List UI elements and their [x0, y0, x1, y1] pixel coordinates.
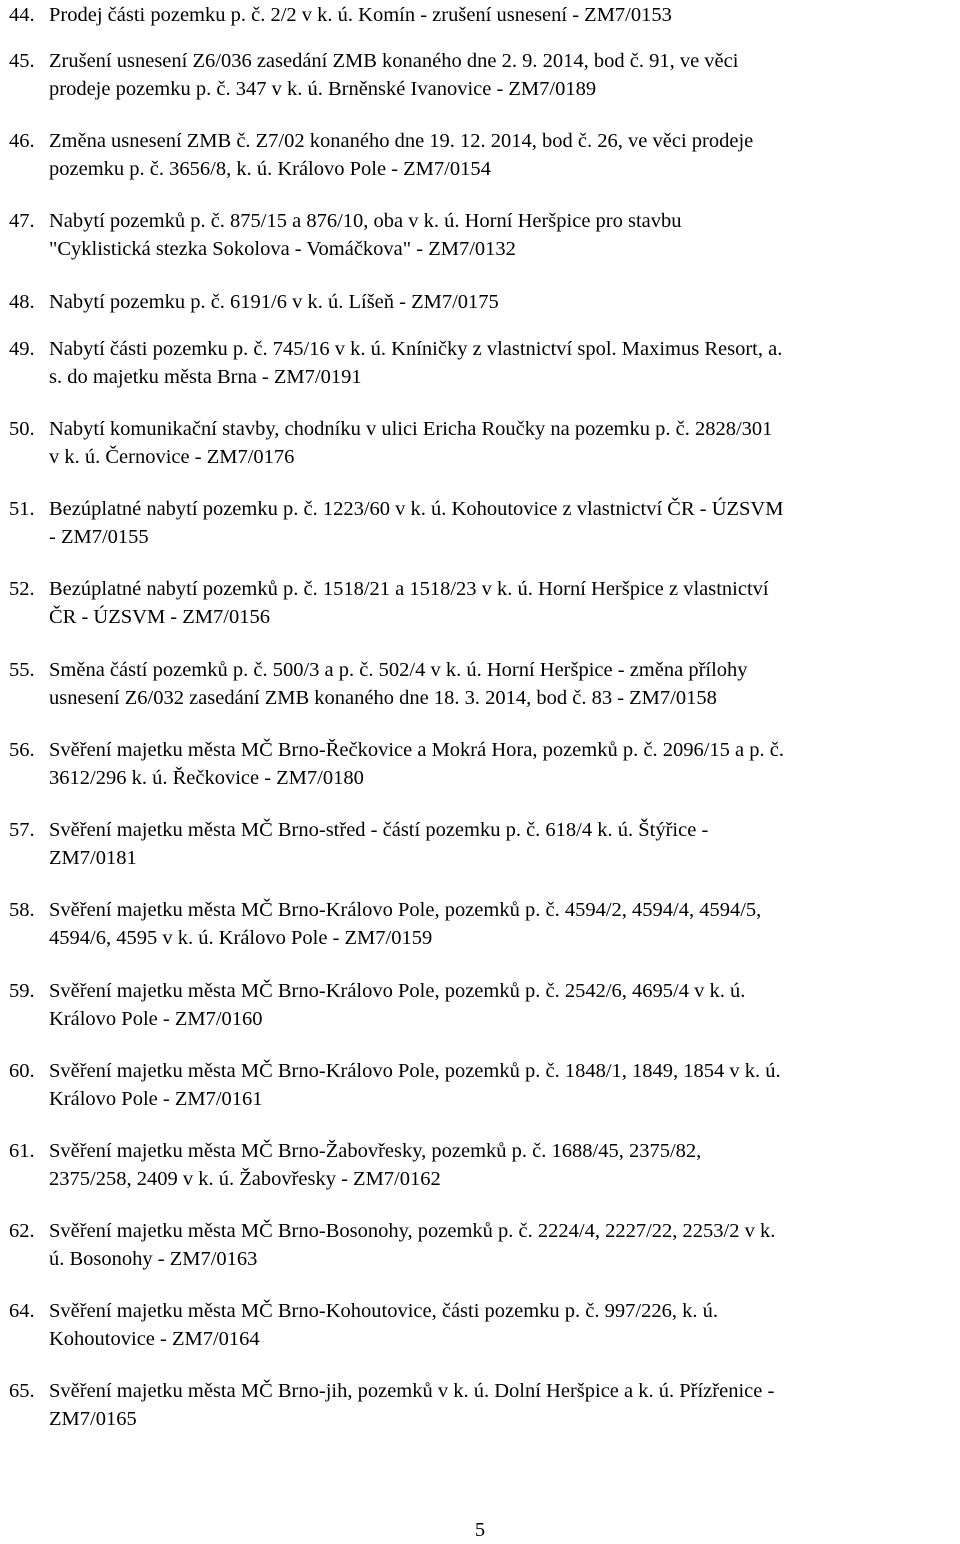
item-text-line: "Cyklistická stezka Sokolova - Vomáčkova" - ZM7/0132: [49, 238, 516, 260]
item-text-line: ZM7/0181: [49, 847, 137, 869]
item-text-line: prodeje pozemku p. č. 347 v k. ú. Brněnské Ivanovice - ZM7/0189: [49, 78, 597, 100]
item-text-line: - ZM7/0155: [49, 526, 149, 548]
agenda-item: [9, 1, 954, 29]
item-text-line: Zrušení usnesení Z6/036 zasedání ZMB konaného dne 2. 9. 2014, bod č. 91, ve věci: [49, 50, 739, 72]
item-text-line: s. do majetku města Brna - ZM7/0191: [49, 366, 362, 388]
agenda-item: [9, 288, 954, 316]
agenda-item: [9, 207, 954, 263]
agenda-item: [9, 1137, 954, 1193]
item-number: 50.: [9, 418, 35, 440]
item-text-line: Královo Pole - ZM7/0160: [49, 1008, 263, 1030]
item-text-line: 3612/296 k. ú. Řečkovice - ZM7/0180: [49, 767, 364, 789]
item-number: 44.: [9, 4, 35, 26]
item-text-line: v k. ú. Černovice - ZM7/0176: [49, 446, 295, 468]
item-text-line: Svěření majetku města MČ Brno-Řečkovice a Mokrá Hora, pozemků p. č. 2096/15 a p. č.: [49, 739, 784, 761]
agenda-item: [9, 896, 954, 952]
item-text-line: Svěření majetku města MČ Brno-Královo Pole, pozemků p. č. 4594/2, 4594/4, 4594/5,: [49, 899, 762, 921]
item-number: 64.: [9, 1300, 35, 1322]
agenda-item: [9, 47, 954, 103]
item-text-line: Svěření majetku města MČ Brno-jih, pozemků v k. ú. Dolní Heršpice a k. ú. Přízřenice -: [49, 1380, 775, 1402]
item-text-line: Královo Pole - ZM7/0161: [49, 1088, 263, 1110]
item-number: 47.: [9, 210, 35, 232]
item-number: 55.: [9, 659, 35, 681]
agenda-item: [9, 495, 954, 551]
agenda-item: [9, 415, 954, 471]
item-text-line: Svěření majetku města MČ Brno-Královo Pole, pozemků p. č. 1848/1, 1849, 1854 v k. ú.: [49, 1060, 781, 1082]
item-text-line: Nabytí pozemků p. č. 875/15 a 876/10, oba v k. ú. Horní Heršpice pro stavbu: [49, 210, 682, 232]
item-number: 48.: [9, 291, 35, 313]
item-number: 56.: [9, 739, 35, 761]
item-text-line: Svěření majetku města MČ Brno-Bosonohy, pozemků p. č. 2224/4, 2227/22, 2253/2 v k.: [49, 1220, 776, 1242]
agenda-item: [9, 977, 954, 1033]
item-text-line: ZM7/0165: [49, 1408, 137, 1430]
item-text-line: Změna usnesení ZMB č. Z7/02 konaného dne 19. 12. 2014, bod č. 26, ve věci prodeje: [49, 130, 754, 152]
item-number: 57.: [9, 819, 35, 841]
item-text-line: Nabytí komunikační stavby, chodníku v ulici Ericha Roučky na pozemku p. č. 2828/301: [49, 418, 773, 440]
item-number: 58.: [9, 899, 35, 921]
item-text-line: 2375/258, 2409 v k. ú. Žabovřesky - ZM7/0162: [49, 1168, 441, 1190]
item-number: 60.: [9, 1060, 35, 1082]
item-number: 62.: [9, 1220, 35, 1242]
item-number: 65.: [9, 1380, 35, 1402]
item-number: 45.: [9, 50, 35, 72]
page-number: 5: [474, 1519, 486, 1541]
agenda-item: [9, 656, 954, 712]
item-text-line: Prodej části pozemku p. č. 2/2 v k. ú. Komín - zrušení usnesení - ZM7/0153: [49, 4, 672, 26]
agenda-item: [9, 127, 954, 183]
item-number: 59.: [9, 980, 35, 1002]
agenda-item: [9, 1217, 954, 1273]
item-text-line: Nabytí pozemku p. č. 6191/6 v k. ú. Líšeň - ZM7/0175: [49, 291, 499, 313]
agenda-item: [9, 335, 954, 391]
item-text-line: Bezúplatné nabytí pozemku p. č. 1223/60 v k. ú. Kohoutovice z vlastnictví ČR - ÚZSVM: [49, 498, 784, 520]
agenda-item: [9, 1297, 954, 1353]
item-text-line: Bezúplatné nabytí pozemků p. č. 1518/21 a 1518/23 v k. ú. Horní Heršpice z vlastnictví: [49, 578, 769, 600]
item-text-line: ČR - ÚZSVM - ZM7/0156: [49, 606, 270, 628]
agenda-item: [9, 736, 954, 792]
item-number: 46.: [9, 130, 35, 152]
item-text-line: ú. Bosonohy - ZM7/0163: [49, 1248, 258, 1270]
agenda-item: [9, 816, 954, 872]
item-number: 52.: [9, 578, 35, 600]
item-number: 49.: [9, 338, 35, 360]
item-number: 61.: [9, 1140, 35, 1162]
item-text-line: Svěření majetku města MČ Brno-Žabovřesky, pozemků p. č. 1688/45, 2375/82,: [49, 1140, 702, 1162]
item-text-line: usnesení Z6/032 zasedání ZMB konaného dne 18. 3. 2014, bod č. 83 - ZM7/0158: [49, 687, 717, 709]
item-text-line: Směna částí pozemků p. č. 500/3 a p. č. 502/4 v k. ú. Horní Heršpice - změna přílohy: [49, 659, 748, 681]
item-text-line: 4594/6, 4595 v k. ú. Královo Pole - ZM7/0159: [49, 927, 433, 949]
item-text-line: Svěření majetku města MČ Brno-Kohoutovice, části pozemku p. č. 997/226, k. ú.: [49, 1300, 718, 1322]
item-text-line: Nabytí části pozemku p. č. 745/16 v k. ú. Kníničky z vlastnictví spol. Maximus Resort, a.: [49, 338, 783, 360]
item-text-line: Svěření majetku města MČ Brno-střed - částí pozemku p. č. 618/4 k. ú. Štýřice -: [49, 819, 709, 841]
item-number: 51.: [9, 498, 35, 520]
item-text-line: Svěření majetku města MČ Brno-Královo Pole, pozemků p. č. 2542/6, 4695/4 v k. ú.: [49, 980, 746, 1002]
agenda-item: [9, 1377, 954, 1433]
item-text-line: Kohoutovice - ZM7/0164: [49, 1328, 260, 1350]
agenda-item: [9, 1057, 954, 1113]
item-text-line: pozemku p. č. 3656/8, k. ú. Královo Pole - ZM7/0154: [49, 158, 491, 180]
agenda-item: [9, 575, 954, 631]
